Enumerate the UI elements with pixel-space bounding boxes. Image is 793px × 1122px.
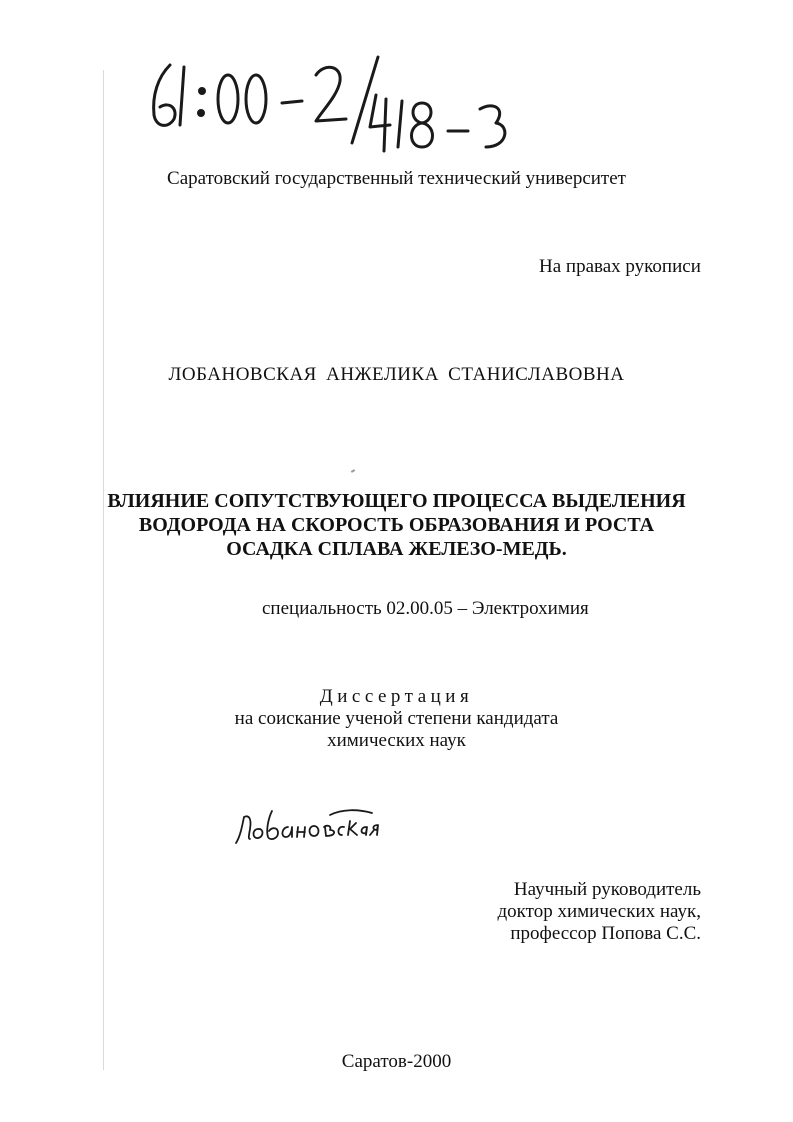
page-edge-line xyxy=(103,70,104,1070)
scan-speck xyxy=(351,469,355,473)
title-line: ВОДОРОДА НА СКОРОСТЬ ОБРАЗОВАНИЯ И РОСТА xyxy=(138,514,655,536)
supervisor-degree: доктор химических наук, xyxy=(497,901,701,922)
handwritten-archive-code xyxy=(140,55,520,155)
city-year: Саратов-2000 xyxy=(341,1051,452,1072)
dissertation-title xyxy=(0,489,793,561)
specialty-line: специальность 02.00.05 – Электрохимия xyxy=(262,598,589,619)
university-name: Саратовский государственный технический университет xyxy=(167,168,626,189)
dissertation-degree-line: на соискание ученой степени кандидата xyxy=(234,708,559,729)
author-signature xyxy=(232,795,382,850)
title-line: ВЛИЯНИЕ СОПУТСТВУЮЩЕГО ПРОЦЕССА ВЫДЕЛЕНИЯ xyxy=(107,490,686,512)
dissertation-heading: Диссертация xyxy=(319,686,474,707)
title-line: ОСАДКА СПЛАВА ЖЕЛЕЗО-МЕДЬ. xyxy=(226,538,567,560)
supervisor-role: Научный руководитель xyxy=(513,879,701,900)
dissertation-block xyxy=(0,686,793,752)
author-name: ЛОБАНОВСКАЯ АНЖЕЛИКА СТАНИСЛАВОВНА xyxy=(168,364,625,385)
supervisor-name: профессор Попова С.С. xyxy=(510,923,701,944)
supervisor-block xyxy=(497,879,701,945)
dissertation-field-line: химических наук xyxy=(327,730,466,751)
rights-notice: На правах рукописи xyxy=(539,256,701,277)
